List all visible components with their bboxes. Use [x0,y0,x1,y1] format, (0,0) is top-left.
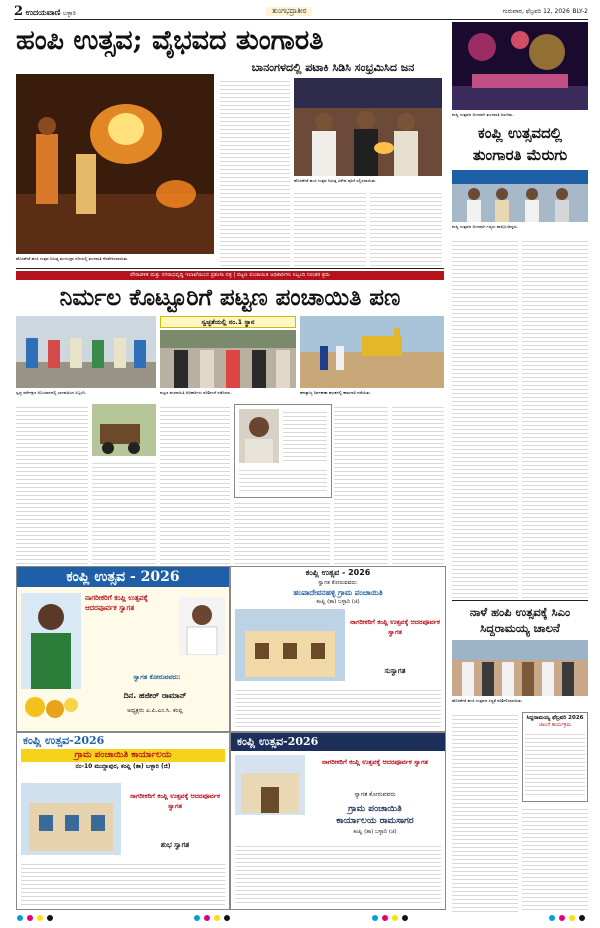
sidebar-box-subtitle: ಚಾಲನೆ ಕಾರ್ಯಕ್ರಮ [538,722,572,728]
ad3-greeting: ನಾಗರೀಕರಿಗೆ ಕಂಪ್ಲಿ ಉತ್ಸವಕ್ಕೆ ಆದರಪೂರ್ವಕ ಸ್ವಾಗತ [130,792,220,810]
sidebar-box-title: ಸಿದ್ದರಾಮಯ್ಯ ಫೆಬ್ರವರಿ 2026 [526,715,584,721]
ad4-title: ಕಂಪ್ಲಿ ಉತ್ಸವ-2026 [231,733,445,751]
guests-image [452,170,588,222]
ad4-member-list [235,843,441,905]
right-photo2-caption: ಕಂಪ್ಲಿ ಉತ್ಸವದ ಅಂಗವಾಗಿ ಗಣ್ಯರು ಪಾಲ್ಗೊಂಡಿದ್ದರು. [452,224,519,229]
sidebar-box [522,712,588,802]
portrait-box [234,404,332,498]
ad-hampadevanahalli [230,566,446,732]
ad4-place: ಕಂಪ್ಲಿ (ತಾ) ಬಳ್ಳಾರಿ (ಜಿ) [353,829,397,835]
main-photo2-caption: ಹೊಸಪೇಟೆ ಹಂಪಿ ಉತ್ಸವ ನಿಮಿತ್ತ ವಿಶೇಷ ಪೂಜೆ ಸಲ್ಲಿಸಲಾಯಿತು. [294,178,377,183]
photo-waste-site [300,316,444,388]
second-story-kicker: ಪೌರಾಡಳಿತ ಮತ್ತು ನಗರಾಭಿವೃದ್ಧಿ ಇಲಾಖೆಯಿಂದ ಪ್ರಶಂಸಾ ಪತ್ರ | ಪಟ್ಟಣ ಪಂಚಾಯಿತಿ ಅಧಿಕಾರಿಗಳು ಸಿಬ್ಬಂದಿ ನಿರಂತರ ಶ್ರಮ [16,271,444,280]
photo-officials [160,330,296,388]
masthead: ಉದಯವಾಣಿ [25,7,61,17]
third-headline-2: ಸಿದ್ದರಾಮಯ್ಯ ಚಾಲನೆ [480,621,560,635]
ad4-greeting: ನಾಗರೀಕರಿಗೆ ಕಂಪ್ಲಿ ಉತ್ಸವಕ್ಕೆ ಆದರಪೂರ್ವಕ ಸ್ವಾಗತ [322,758,428,766]
second-caption-2: ಪಟ್ಟಣ ಪಂಚಾಯಿತಿ ಅಧಿಕಾರಿಗಳು ಪರಿಶೀಲನೆ ನಡೆಸಿದರು. [160,390,232,395]
photo-tungarati [16,74,214,254]
second-story-column-1 [16,404,88,564]
tungarati-image [16,74,214,254]
ad-apmc-kampli [16,566,230,732]
photo-pooja [294,78,442,176]
ad4-org-line1: ಗ್ರಾಮ ಪಂಚಾಯಿತಿ [348,804,402,814]
folio-bar [14,4,588,18]
second-story-column-6 [392,404,444,564]
ad1-portrait-left [21,593,81,689]
registration-marks [16,914,588,922]
right-headline-2: ತುಂಗಾರತಿ ಮೆರುಗು [472,146,568,164]
ad3-place: ನಂ-10 ಮುದ್ದಾಪುರ, ಕಂಪ್ಲಿ (ತಾ) ಬಳ್ಳಾರಿ (ಜಿ) [75,763,171,770]
main-story-column-1 [220,78,290,266]
second-story-headline: ನಿರ್ಮಲ ಕೊಟ್ಟೂರಿಗೆ ಪಟ್ಟಣ ಪಂಚಾಯಿತಿ ಪಣ [59,284,401,311]
third-story-column-2 [522,806,588,912]
ad1-name: ದಿನ. ಹಜೀರ್ ರಾಮಾನ್ [123,691,187,700]
ad-muddapura [16,732,230,910]
second-story-column-5 [334,404,388,564]
ad2-member-list [235,687,441,727]
section-label: ತುಂಗಭದ್ರಾತೀರ [266,7,312,16]
ad3-title: ಕಂಪ್ಲಿ ಉತ್ಸವ-2026 [23,734,105,747]
waste-site-image [300,316,444,388]
portrait-quote [283,409,327,463]
cmyk-mark-icon [193,914,233,922]
third-photo-caption: ಹೊಸಪೇಟೆ ಹಂಪಿ ಉತ್ಸವದ ಸಿದ್ಧತೆ ಪರಿಶೀಲಿಸಲಾಯಿತು. [452,698,523,703]
ad1-designation: ಅಧ್ಯಕ್ಷರು ಎ.ಪಿ.ಎಂ.ಸಿ. ಕಂಪ್ಲಿ [127,707,183,714]
ad2-subtitle: ಸ್ವಾಗತ ಕೋರುವವರು: [318,580,358,586]
cm-prep-image [452,640,588,696]
edition-code: BLY-2 [572,8,588,15]
second-story-column-4 [234,500,330,564]
photo-kampli-fireworks [452,22,588,110]
pooja-image [294,78,442,176]
ad-ramasagara [230,732,446,910]
folio-rule [14,19,588,20]
second-story-column-2 [92,460,156,564]
second-caption-3: ಘನತ್ಯಾಜ್ಯ ನಿರ್ವಹಣಾ ಘಟಕದಲ್ಲಿ ಕಾಮಗಾರಿ ನಡೆಯಿತು. [300,390,372,395]
ad1-flowers-icon [21,691,81,721]
ad3-building-image [21,783,121,855]
masthead-sub: ಬಳ್ಳಾರಿ [62,9,76,17]
ad3-member-list [21,861,225,905]
cmyk-mark-icon [16,914,56,922]
photo-cm-prep [452,640,588,696]
photo-cleanliness-staff [16,316,156,388]
ad2-org: ಹಂಪಾದೇವನಹಳ್ಳಿ ಗ್ರಾಮ ಪಂಚಾಯಿತಿ [293,588,383,597]
ad1-title: ಕಂಪ್ಲಿ ಉತ್ಸವ - 2026 [17,567,229,587]
ad2-welcome: ಸುಸ್ವಾಗತ [384,667,406,675]
right-story-column-1 [452,238,518,598]
section-divider [16,268,444,269]
right-headline-1: ಕಂಪ್ಲಿ ಉತ್ಸವದಲ್ಲಿ [478,124,562,142]
right-story-column-2 [522,238,588,598]
ad3-welcome: ಶುಭ ಸ್ವಾಗತ [160,841,190,849]
main-subhead: ಬಾನಂಗಳದಲ್ಲಿ ಪಟಾಕಿ ಸಿಡಿಸಿ ಸಂಭ್ರಮಿಸಿದ ಜನ [251,61,415,74]
right-photo-caption: ಕಂಪ್ಲಿ ಉತ್ಸವದ ಅಂಗವಾಗಿ ತುಂಗಾರತಿ ಜರುಗಿತು. [452,112,514,117]
ad2-title: ಕಂಪ್ಲಿ ಉತ್ಸವ - 2026 [305,568,371,577]
sidebar-box-text [525,731,585,797]
third-headline-1: ನಾಳೆ ಹಂಪಿ ಉತ್ಸವಕ್ಕೆ ಸಿಎಂ [469,605,571,619]
ad1-portrait-right [179,597,225,655]
portrait-image [239,409,279,463]
ad1-greeting: ನಾಗರೀಕರಿಗೆ ಕಂಪ್ಲಿ ಉತ್ಸವಕ್ಕೆ ಆದರಪೂರ್ವಕ ಸ್ವಾಗತ [85,594,148,612]
portrait-bio [239,467,327,493]
main-story-column-2 [294,190,366,266]
ad4-org-line2: ಕಾರ್ಯಾಲಯ ರಾಮಸಾಗರ [336,816,414,826]
second-story-column-3 [160,404,230,564]
ad2-place: ಕಂಪ್ಲಿ (ತಾ) ಬಳ್ಳಾರಿ (ಜಿ) [316,599,360,605]
main-headline: ಹಂಪಿ ಉತ್ಸವ; ವೈಭವದ ತುಂಗಾರತಿ [16,25,324,56]
ad2-greeting: ನಾಗರೀಕರಿಗೆ ಕಂಪ್ಲಿ ಉತ್ಸವಕ್ಕೆ ಆದರಪೂರ್ವಕ ಸ್ವಾಗತ [350,618,440,636]
cmyk-mark-icon [548,914,588,922]
main-story-column-3 [370,190,442,266]
third-story-column-1 [452,712,518,912]
second-caption-1: ಸ್ವಚ್ಛ ಸರ್ವೇಕ್ಷಣ ಅಭಿಯಾನದಲ್ಲಿ ಭಾಗವಹಿಸಿದ ಸಿಬ್ಬಂದಿ. [16,390,87,395]
fireworks-image [452,22,588,110]
photo-inset-tractor [92,404,156,456]
cmyk-mark-icon [371,914,411,922]
cleanliness-badge: ಸ್ವಚ್ಛತೆಯಲ್ಲಿ ನಂ.1 ಸ್ಥಾನ [160,316,296,328]
ad4-building-image [235,755,305,815]
photo-kampli-guests [452,170,588,222]
staff-image [16,316,156,388]
third-story-rule [452,600,588,601]
date-line: ಗುರುವಾರ, ಫೆಬ್ರವರಿ 12, 2026 [502,8,570,15]
ad3-org: ಗ್ರಾಮ ಪಂಚಾಯಿತಿ ಕಾರ್ಯಾಲಯ [21,749,225,762]
ad1-welcome: ಸ್ವಾಗತ ಕೋರುವವರು: [133,673,181,681]
main-photo-caption: ಹೊಸಪೇಟೆ ಹಂಪಿ ಉತ್ಸವ ನಿಮಿತ್ತ ತುಂಗಭದ್ರಾ ನದಿಯಲ್ಲಿ ತುಂಗಾರತಿ ನೆರವೇರಿಸಲಾಯಿತು. [16,256,129,261]
page-number: 2 [14,3,24,19]
tractor-image [92,404,156,456]
officials-image [160,330,296,388]
ad4-welcome: ಸ್ವಾಗತ ಕೋರುವವರು [354,791,396,798]
ad2-building-image [235,609,345,681]
